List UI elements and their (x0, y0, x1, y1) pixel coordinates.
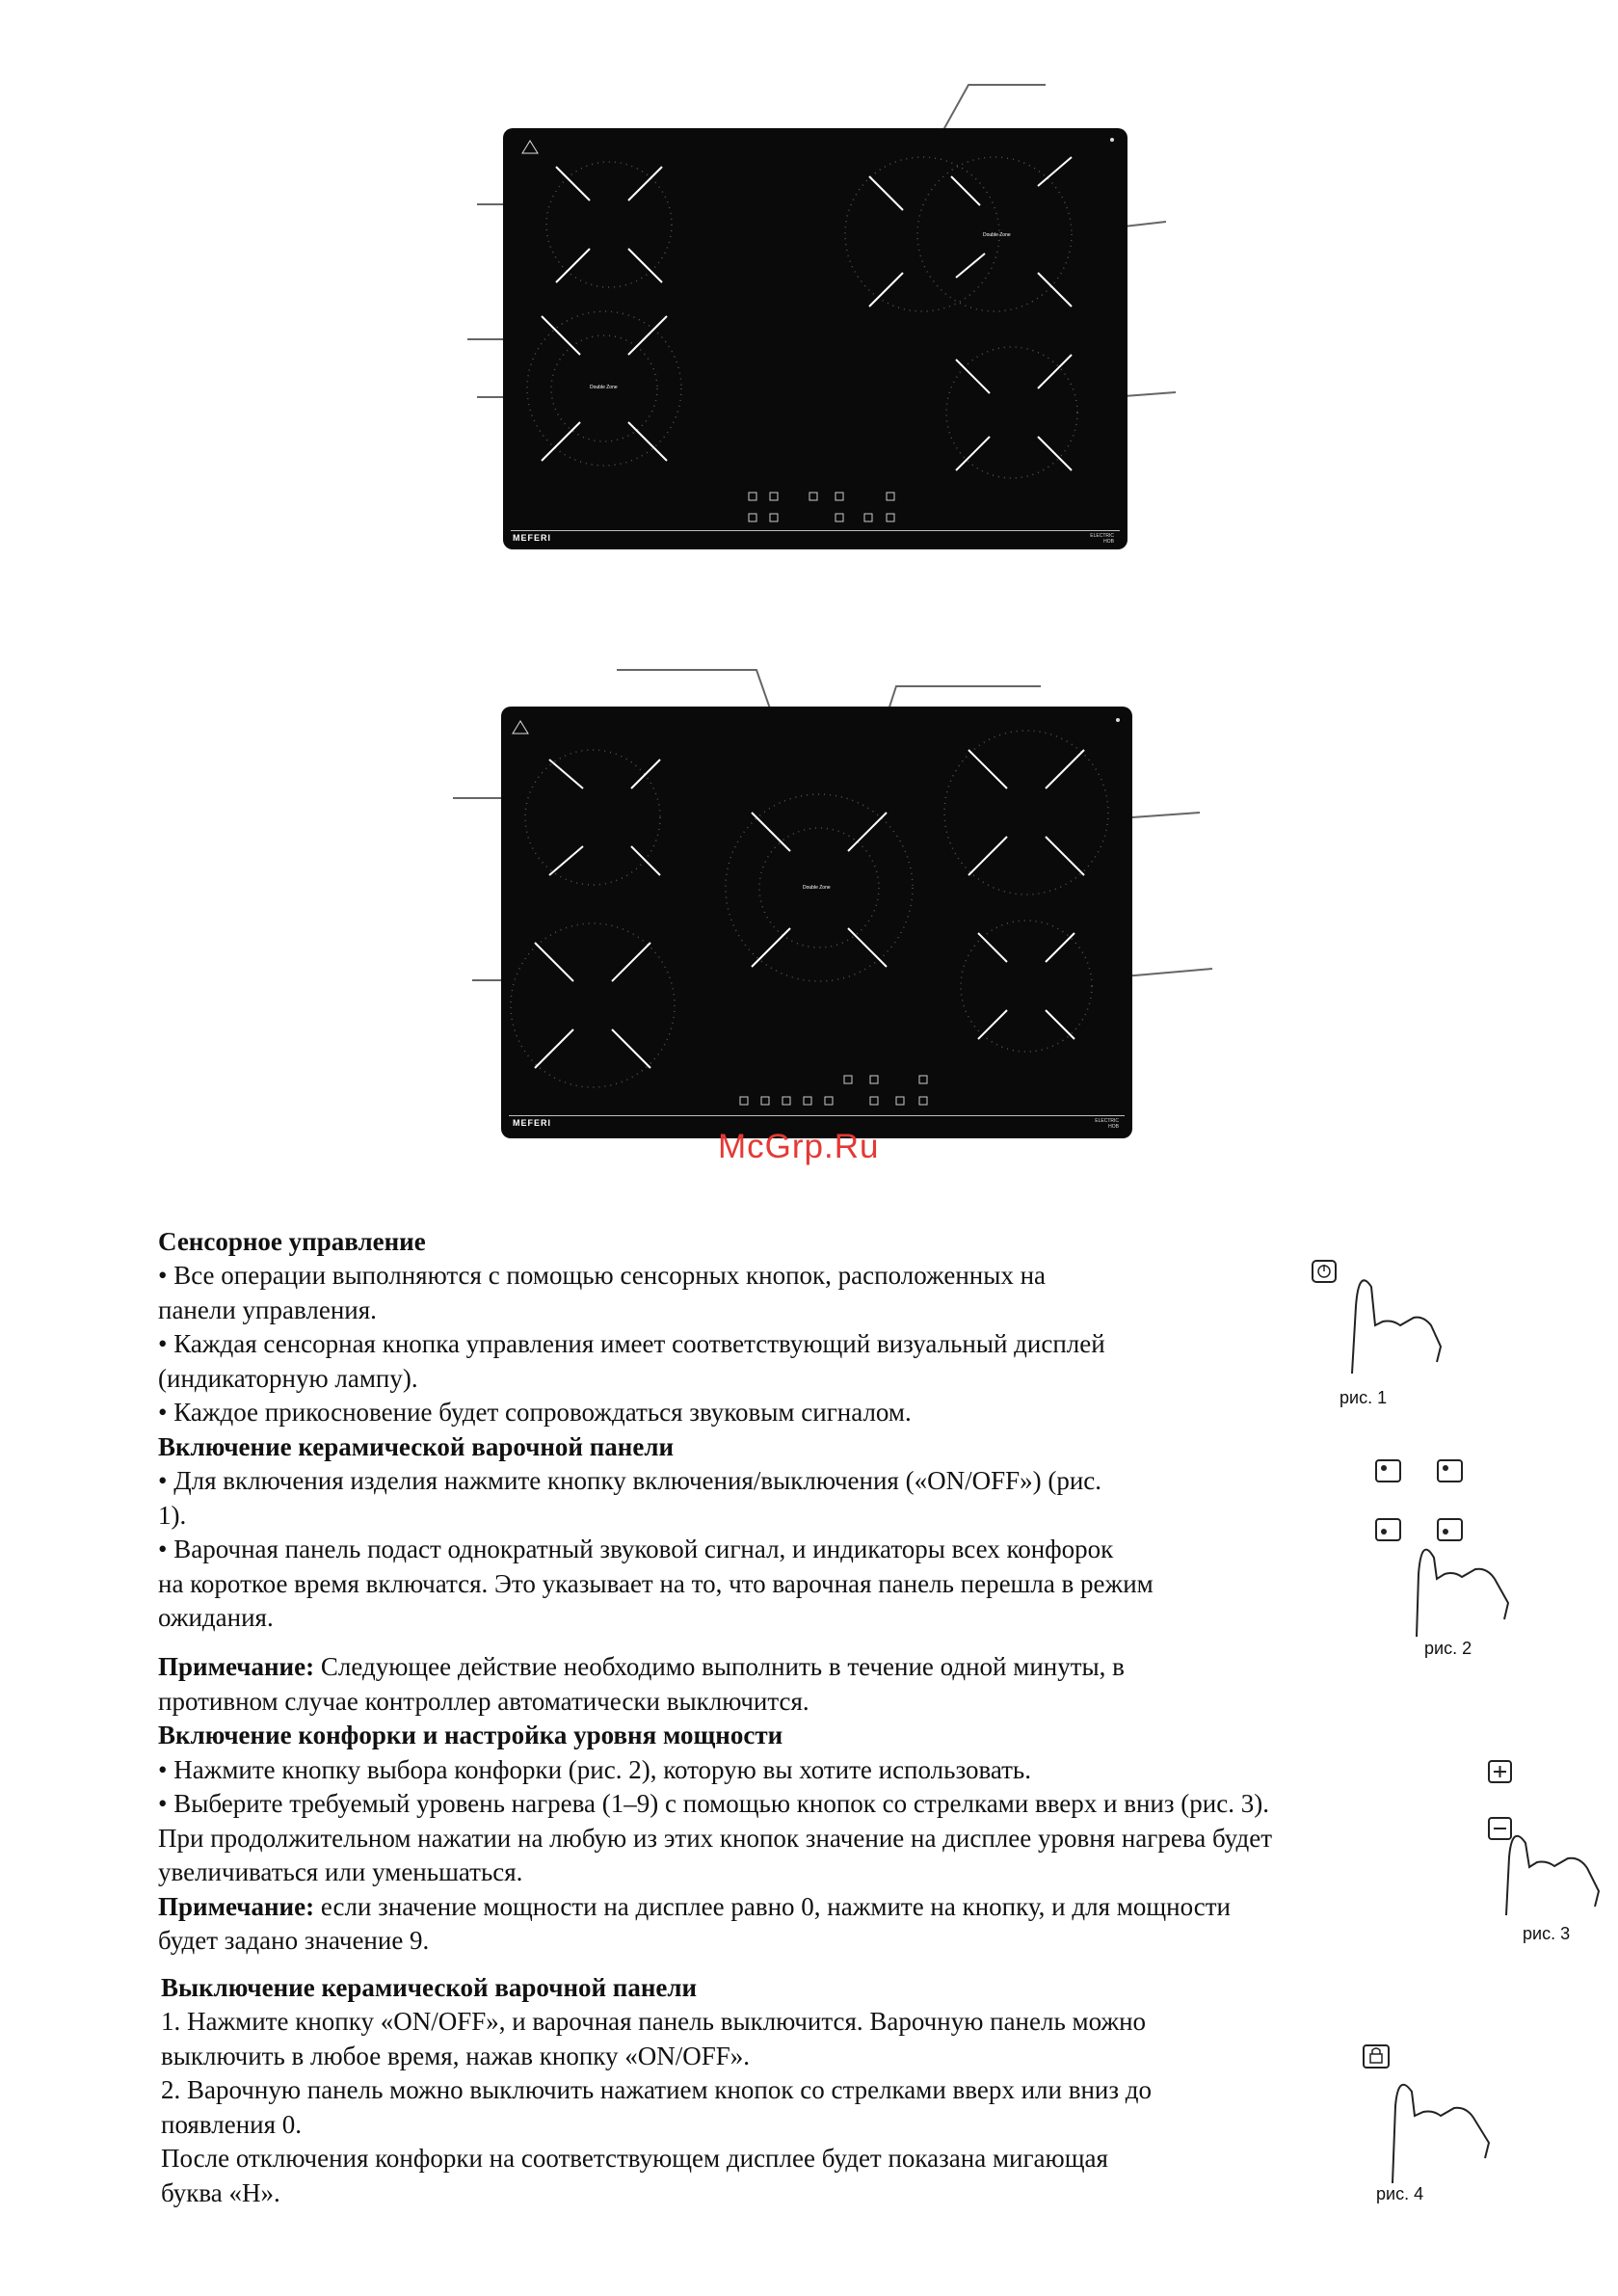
zone-top-right-double (845, 157, 1072, 311)
fig3-power-level-touch (1479, 1756, 1605, 1930)
indicator-icon (1110, 138, 1114, 142)
text-line: выключить в любое время, нажав кнопку «ON/OFF». (161, 2042, 751, 2070)
text-line: увеличиваться или уменьшаться. (158, 1857, 523, 1886)
text-line: противном случае контроллер автоматически выключится. (158, 1687, 809, 1716)
hob1-model-line-1: ELECTRIC (1090, 533, 1114, 539)
hob-top-view-1 (503, 128, 1127, 549)
text-line: • Все операции выполняются с помощью сенсорных кнопок, расположенных на (158, 1261, 1047, 1290)
fig4-lock-touch (1354, 2039, 1508, 2193)
hob1-controls (749, 493, 894, 521)
note-label: Примечание: (158, 1652, 315, 1681)
hob-top-view-2 (501, 707, 1132, 1138)
text-line: ожидания. (158, 1603, 274, 1632)
text-line: После отключения конфорки на соответствующем дисплее будет показана мигающая (161, 2144, 1108, 2173)
text-line: 1). (158, 1501, 187, 1530)
text-line: • Нажмите кнопку выбора конфорки (рис. 2), которую вы хотите использовать. (158, 1755, 1031, 1784)
text-line: При продолжительном нажатии на любую из этих кнопок значение на дисплее уровня нагрева будет (158, 1824, 1273, 1853)
fig1-caption: рис. 1 (1339, 1388, 1388, 1407)
fig4-caption: рис. 4 (1376, 2184, 1424, 2203)
text-line: буква «H». (161, 2178, 280, 2207)
text-line: • Для включения изделия нажмите кнопку включения/выключения («ON/OFF») (рис. (158, 1466, 1102, 1495)
hob2-model-line-1: ELECTRIC (1095, 1118, 1119, 1124)
hob2-surface (501, 707, 1132, 1138)
note-label: Примечание: (158, 1892, 315, 1921)
text-line: панели управления. (158, 1295, 377, 1324)
note-text: Следующее действие необходимо выполнить в течение одной минуты, в (314, 1652, 1125, 1681)
hand-icon (1506, 1836, 1599, 1915)
text-line: • Варочная панель подаст однократный звуковой сигнал, и индикаторы всех конфорок (158, 1535, 1114, 1563)
heading-turn-off: Выключение керамической варочной панели (161, 1973, 698, 2002)
text-line: • Каждая сенсорная кнопка управления имеет соответствующий визуальный дисплей (158, 1329, 1105, 1358)
zone-button-icon (1376, 1460, 1400, 1482)
zone-button-icon (1376, 1519, 1400, 1540)
note-1 (158, 1650, 1125, 1685)
heading-burner-power: Включение конфорки и настройка уровня мощности (158, 1721, 783, 1749)
warning-icon (522, 141, 538, 153)
text-line: • Выберите требуемый уровень нагрева (1–9) с помощью кнопок со стрелками вверх и вниз (рис. 3). (158, 1789, 1269, 1818)
zone2-left-top (525, 750, 660, 885)
note-text: если значение мощности на дисплее равно 0, нажмите на кнопку, и для мощности (314, 1892, 1231, 1921)
double-zone-label-left: Double Zone (590, 385, 618, 390)
zone2-left-bottom (511, 923, 675, 1087)
heading-touch-control: Сенсорное управление (158, 1227, 426, 1256)
hob2-logo: MEFERI (513, 1118, 552, 1128)
double-zone-label-right: Double Zone (983, 232, 1011, 238)
zone-top-left (546, 162, 672, 287)
zone2-right-top (944, 731, 1108, 894)
text-line: • Каждое прикосновение будет сопровождаться звуковым сигналом. (158, 1398, 912, 1427)
watermark: McGrp.Ru (718, 1128, 880, 1165)
zone-bottom-right (946, 347, 1077, 478)
hob1-logo: MEFERI (513, 533, 552, 543)
hob2-divider (509, 1115, 1125, 1116)
warning-icon-2 (513, 721, 528, 734)
hob2-model-line-2: HOB (1108, 1124, 1119, 1130)
note-2 (158, 1890, 1231, 1925)
text-line: на короткое время включатся. Это указывает на то, что варочная панель перешла в режим (158, 1569, 1154, 1598)
fig2-zone-touch (1373, 1454, 1527, 1646)
hob1-model (1090, 533, 1114, 545)
heading-turn-on: Включение керамической варочной панели (158, 1432, 675, 1461)
hob2-controls (740, 1076, 927, 1105)
fig2-caption: рис. 2 (1424, 1639, 1472, 1658)
text-line: 1. Нажмите кнопку «ON/OFF», и варочная панель выключится. Варочную панель можно (161, 2007, 1147, 2036)
zone2-right-bottom (961, 921, 1092, 1052)
hob1-model-line-2: HOB (1103, 539, 1114, 545)
hand-icon (1393, 2085, 1489, 2183)
hob1-divider (511, 530, 1120, 531)
zone-button-icon (1438, 1460, 1462, 1482)
zone-button-icon (1438, 1519, 1462, 1540)
hob1-surface (503, 128, 1127, 549)
text-line: 2. Варочную панель можно выключить нажатием кнопок со стрелками вверх или вниз до (161, 2075, 1153, 2104)
fig3-caption: рис. 3 (1523, 1924, 1571, 1943)
hand-icon (1352, 1280, 1441, 1374)
hand-icon (1417, 1550, 1508, 1637)
double-zone-label-center: Double Zone (803, 885, 831, 891)
text-line: (индикаторную лампу). (158, 1364, 418, 1393)
text-line: будет задано значение 9. (158, 1926, 430, 1955)
text-line: появления 0. (161, 2110, 303, 2139)
hob2-model (1095, 1118, 1119, 1130)
fig1-power-touch (1306, 1258, 1450, 1393)
indicator-icon-2 (1116, 718, 1120, 722)
